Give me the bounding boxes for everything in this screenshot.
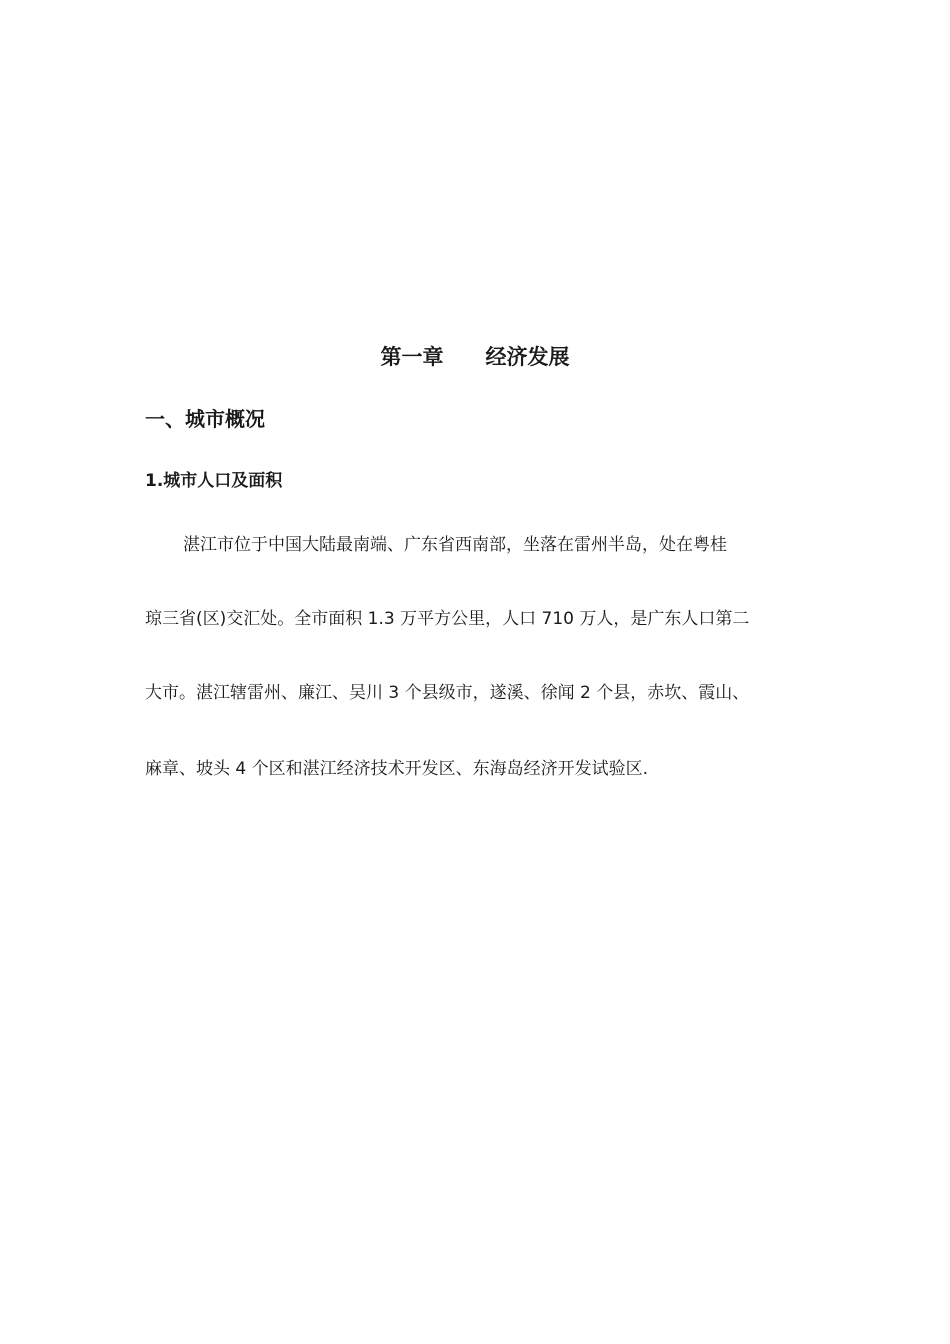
- chapter-title: 第一章 经济发展: [380, 345, 570, 369]
- paragraph-line: 麻章、坡头 4 个区和湛江经济技术开发区、东海岛经济开发试验区.: [145, 759, 649, 779]
- section-heading: 一、城市概况: [145, 407, 265, 431]
- subsection-heading: 1.城市人口及面积: [145, 471, 283, 491]
- paragraph-line: 大市。湛江辖雷州、廉江、吴川 3 个县级市，遂溪、徐闻 2 个县，赤坎、霞山、: [145, 683, 750, 703]
- paragraph-line: 湛江市位于中国大陆最南端、广东省西南部，坐落在雷州半岛，处在粤桂: [183, 535, 727, 555]
- paragraph-line: 琼三省(区)交汇处。全市面积 1.3 万平方公里，人口 710 万人，是广东人口第二: [145, 609, 750, 629]
